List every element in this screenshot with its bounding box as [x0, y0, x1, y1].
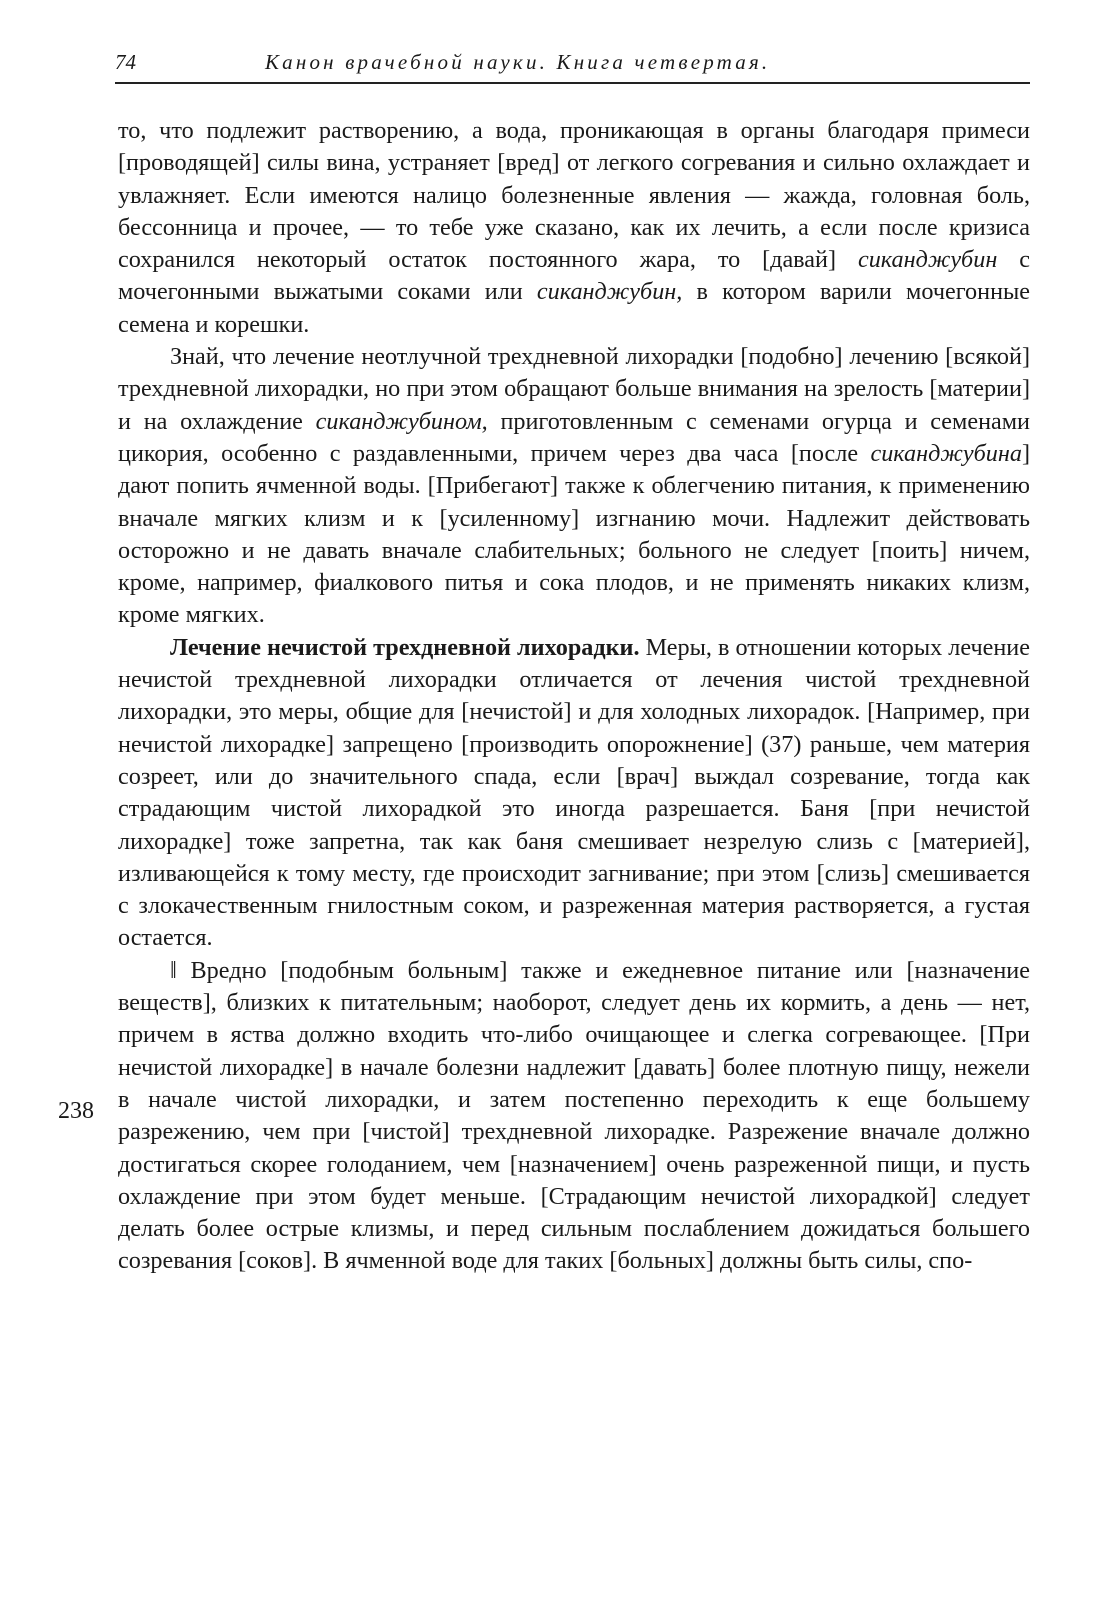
margin-page-reference: 238 [58, 1098, 94, 1124]
text-segment: с мочегонными выжатыми соками или [118, 246, 1030, 306]
text-segment: ] дают попить ячменной воды. [Прибегают] также к облегчению питания, к применению вначале мягких клизм и к [усиленному] изгнанию мочи. Надлежит действовать осторожно и не давать вначале слабительных; больного не следует [поить] ничем, кроме, например, фиалкового питья и сока плодов, и не применять никаких клизм, кроме мягких. [118, 439, 1030, 629]
text-segment: ‖ Вредно [подобным больным] также и ежедневное питание или [назначение веществ], близких к питательным; наоборот, следует день их кормить, а день — нет, причем в яства должно входить что-либо очищающее и слегка согревающее. [При нечистой лихорадке] в начале болезни надлежит [давать] более плотную пищу, нежели в начале чистой лихорадки, и затем постепенно переходить к еще большему разрежению, чем при [чистой] трехдневной лихорадке. Разрежение вначале должно достигаться скорее голоданием, чем [назначением] очень разреженной пищи, и пусть охлаждение при этом будет меньше. [Страдающим нечистой лихорадкой] следует делать более острые клизмы, и перед сильным послаблением дожидаться большего созревания [соков]. В ячменной воде для таких [больных] должны быть силы, спо- [118, 956, 1030, 1275]
paragraph [118, 955, 1030, 1278]
italic-term: сиканджубином, [315, 407, 488, 435]
text-segment: Меры, в отношении которых лечение нечистой трехдневной лихорадки отличается от лечения чистой трехдневной лихорадки, это меры, общие для [нечистой] и для холодных лихорадок. [Например, при нечистой лихорадке] запрещено [производить опорожнение] (37) раньше, чем материя созреет, или до значительного спада, если [врач] выждал созревание, тогда как страдающим чистой лихорадкой это иногда разрешается. Баня [при нечистой лихорадке] тоже запретна, так как баня смешивает незрелую слизь с [материей], изливающейся к тому месту, где происходит загнивание; при этом [слизь] смешивается с злокачественным гнилостным соком, и разреженная материя растворяется, а густая остается. [118, 633, 1030, 952]
section-heading: Лечение нечистой трехдневной лихорадки. [170, 633, 640, 661]
page-header [115, 48, 1030, 84]
page-number: 74 [115, 50, 136, 74]
text-segment: то, что подлежит растворению, а вода, проникающая в органы благодаря примеси [проводящей] силы вина, устраняет [вред] от легкого согревания и сильно охлаждает и увлажняет. Если имеются налицо болезненные явления — жажда, головная боль, бессонница и прочее, — то тебе уже сказано, как их лечить, а если после кризиса сохранился некоторый остаток постоянного жара, то [давай] [118, 117, 1030, 274]
italic-term: сиканджубина [870, 439, 1022, 467]
italic-term: сиканджубин [857, 246, 998, 274]
text-segment: Знай, что лечение неотлучной трехдневной лихорадки [подобно] лечению [всякой] трехдневной лихорадки, но при этом обращают больше внимания на зрелость [материи] и на охлаждение [118, 343, 1030, 435]
paragraph [118, 115, 1030, 341]
text-segment: в котором варили мочегонные семена и корешки. [118, 278, 1030, 338]
italic-term: сиканджубин, [536, 278, 683, 306]
paragraph [118, 632, 1030, 955]
running-head: Канон врачебной науки. Книга четвертая. [265, 50, 771, 74]
body-text [118, 115, 1030, 1278]
text-segment: приготовленным с семенами огурца и семенами цикория, особенно с раздавленными, причем через два часа [после [118, 407, 1030, 467]
paragraph [118, 341, 1030, 632]
